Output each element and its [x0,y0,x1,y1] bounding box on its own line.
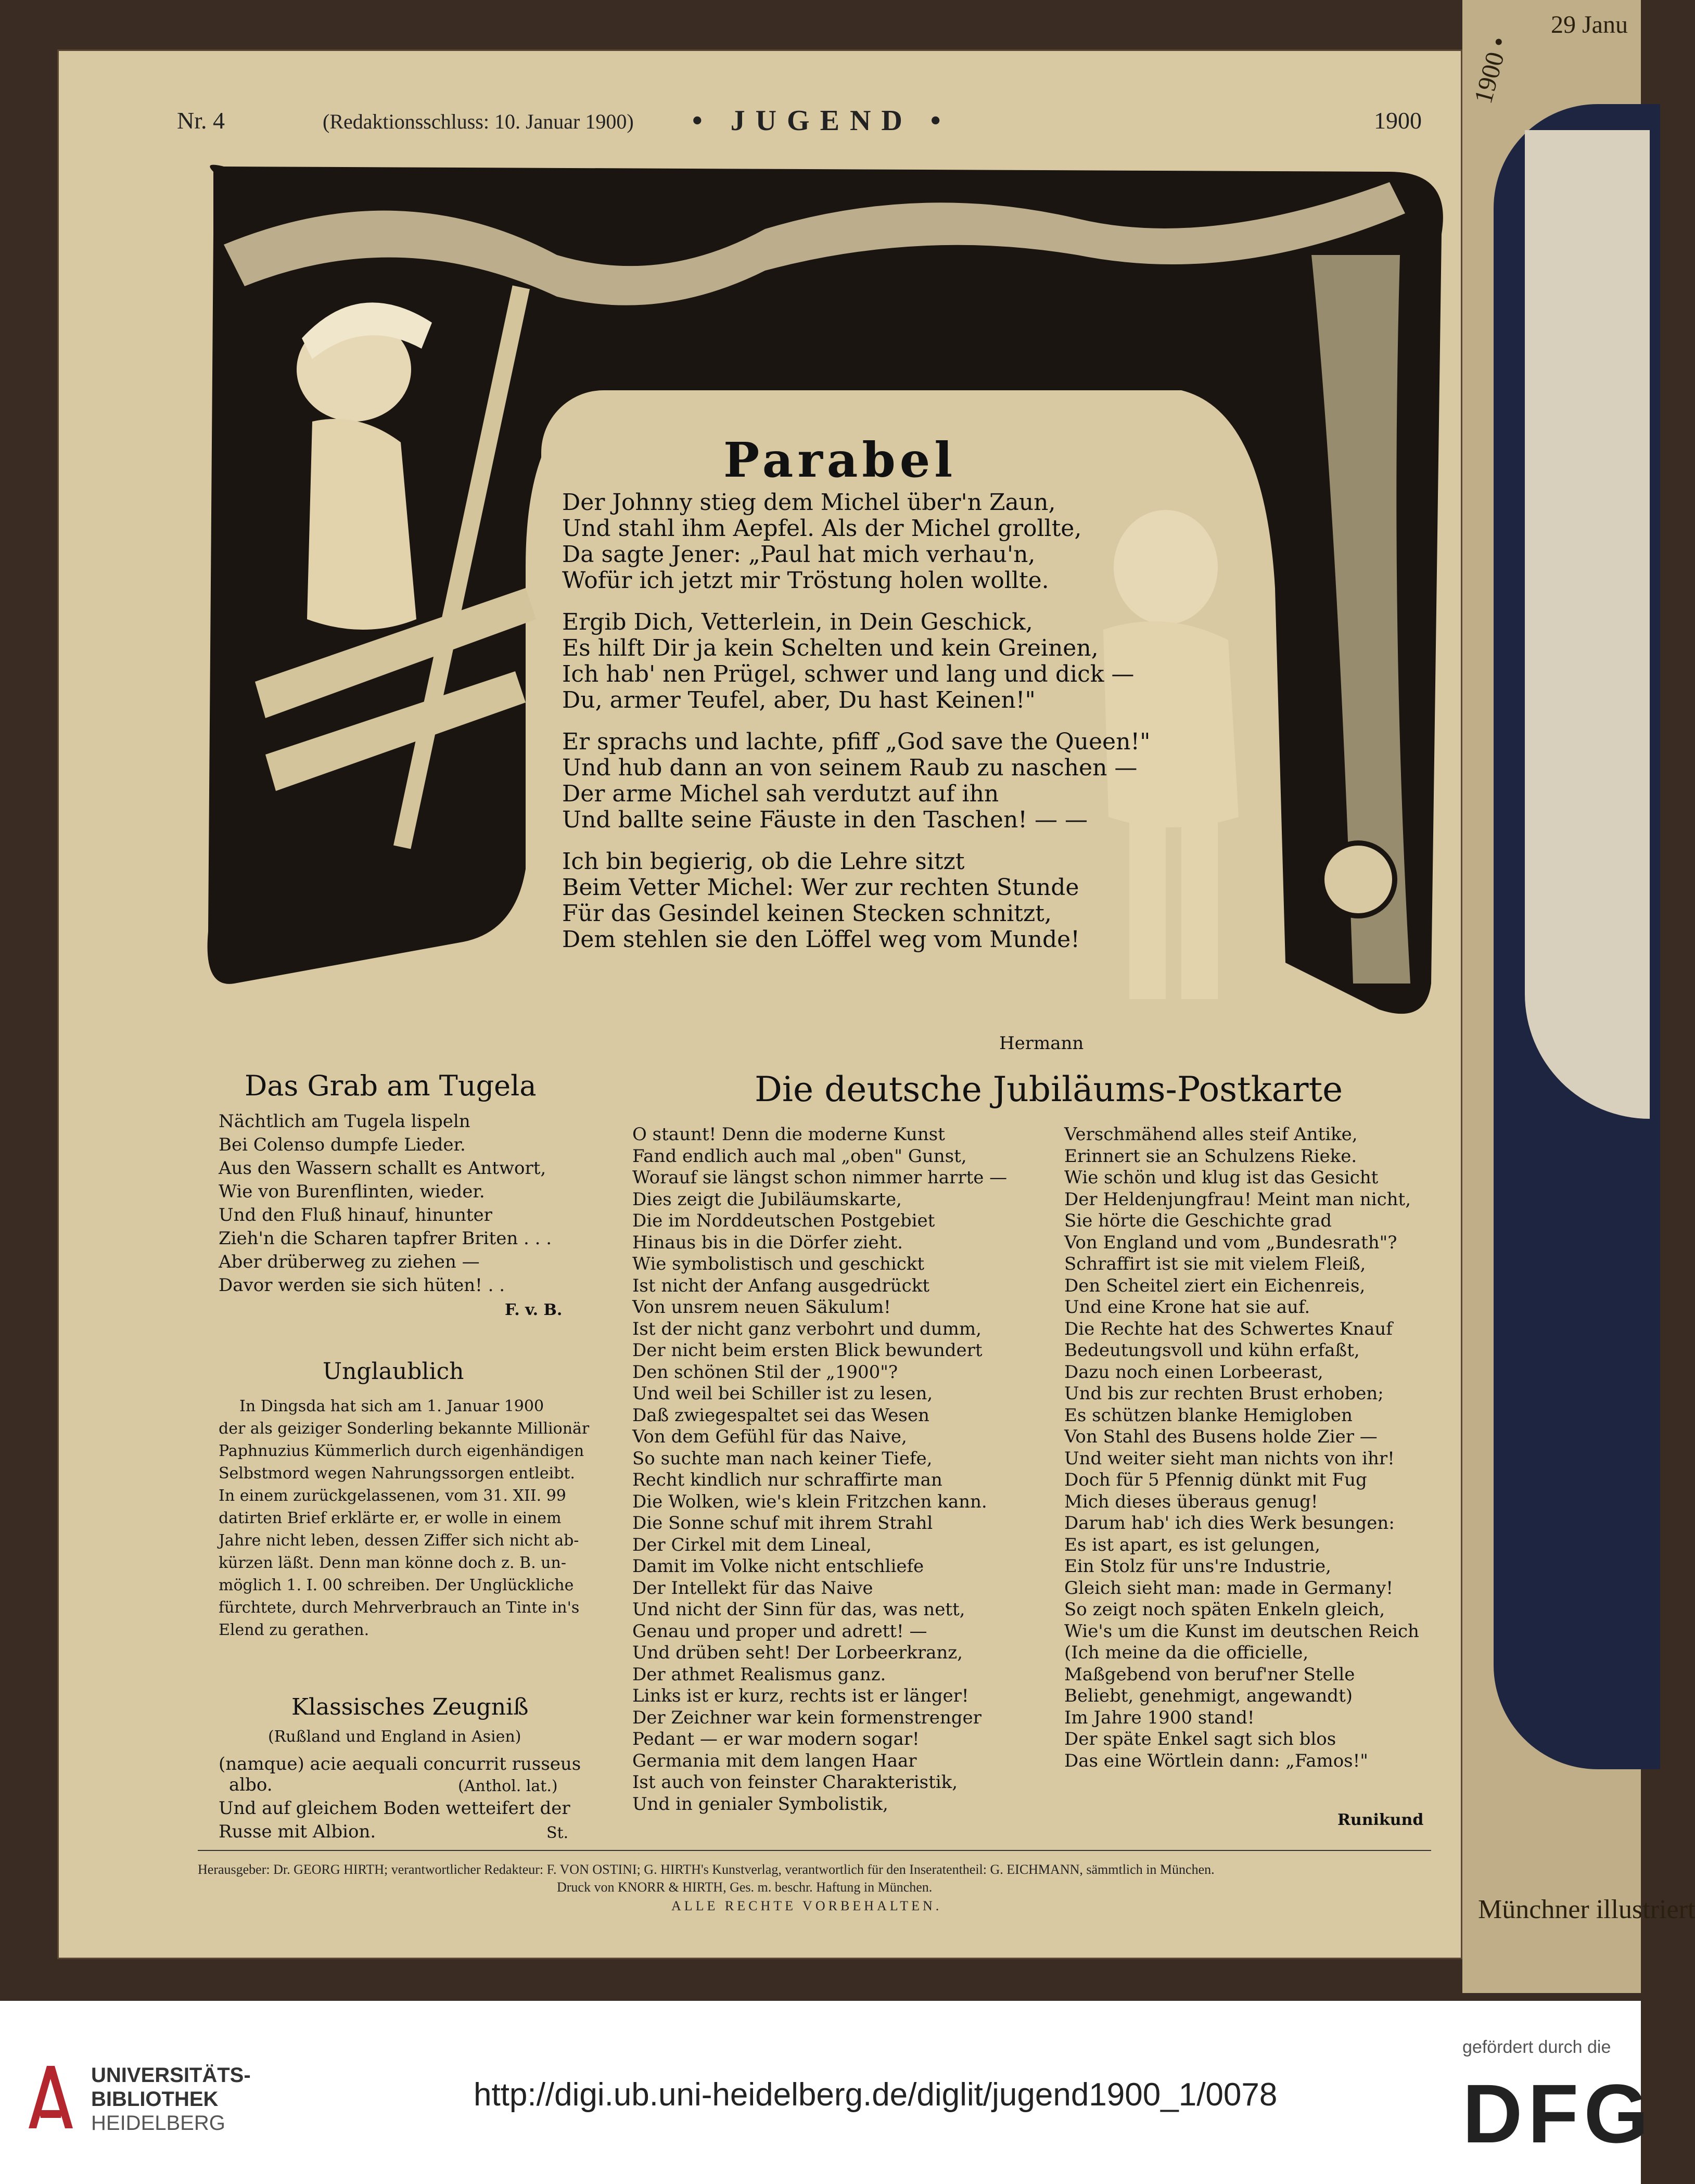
poem-line: Ich hab' nen Prügel, schwer und lang und dick — [562,661,1135,687]
postkarte-line: O staunt! Denn die moderne Kunst [632,1124,945,1145]
poem-line: Dem stehlen sie den Löffel weg vom Munde! [562,926,1080,953]
poem-line: Ich bin begierig, ob die Lehre sitzt [562,848,965,875]
postkarte-line: Maßgebend von beruf'ner Stelle [1064,1664,1355,1685]
unglaublich-title: Unglaublich [323,1358,464,1385]
postkarte-line: Dies zeigt die Jubiläumskarte, [632,1189,902,1210]
grab-line: Bei Colenso dumpfe Lieder. [219,1134,466,1155]
poem-line: Und hub dann an von seinem Raub zu naschen — [562,755,1138,781]
postkarte-line: Ein Stolz für uns're Industrie, [1064,1556,1331,1577]
zeugniss-subtitle: (Rußland und England in Asien) [268,1728,521,1746]
postkarte-line: Gleich sieht man: made in Germany! [1064,1577,1393,1599]
grab-line: Aber drüberweg zu ziehen — [219,1251,480,1272]
postkarte-line: Und drüben seht! Der Lorbeerkranz, [632,1642,963,1663]
poem-line: Beim Vetter Michel: Wer zur rechten Stunde [562,874,1079,901]
poem-line: Der Johnny stieg dem Michel über'n Zaun, [562,489,1056,516]
postkarte-line: Wie symbolistisch und geschickt [632,1254,925,1274]
imprint-line: Herausgeber: Dr. GEORG HIRTH; verantwortlicher Redakteur: F. VON OSTINI; G. HIRTH's Kunstverlag, verantwortlich für den Inseratentheil: G. EICHMANN, sämmtlich in München. [198,1862,1215,1877]
adjacent-page-caption: Münchner illustriert [1478,1895,1695,1924]
university-library-logo-icon [23,2061,81,2134]
zeugniss-line: Und auf gleichem Boden wetteifert der [219,1798,570,1819]
adjacent-page-date: 29 Janu [1551,11,1628,39]
adjacent-page-figure [1525,130,1650,1119]
unglaublich-line: Jahre nicht leben, dessen Ziffer sich nicht ab- [219,1531,579,1550]
postkarte-line: Sie hörte die Geschichte grad [1064,1210,1332,1231]
postkarte-line: Von Stahl des Busens holde Zier — [1064,1426,1378,1447]
postkarte-line: Verschmähend alles steif Antike, [1064,1124,1358,1145]
adjacent-page-year: 1900 • [1468,33,1514,107]
postkarte-line: Mich dieses überaus genug! [1064,1491,1318,1512]
postkarte-line: Beliebt, genehmigt, angewandt) [1064,1685,1353,1706]
postkarte-line: Damit im Volke nicht entschliefe [632,1556,924,1577]
zeugniss-signature: St. [546,1824,569,1842]
zeugniss-line: (namque) acie aequali concurrit russeus [219,1754,581,1774]
dfg-logo: DFG [1462,2067,1654,2160]
magazine-title: • JUGEND • [692,105,951,137]
postkarte-title: Die deutsche Jubiläums-Postkarte [755,1069,1343,1109]
postkarte-line: Die Wolken, wie's klein Fritzchen kann. [632,1491,987,1512]
postkarte-line: Im Jahre 1900 stand! [1064,1707,1255,1728]
unglaublich-line: Elend zu gerathen. [219,1621,369,1639]
zeugniss-line: Russe mit Albion. [219,1821,376,1842]
postkarte-line: Germania mit dem langen Haar [632,1750,917,1771]
grab-line: Wie von Burenflinten, wieder. [219,1181,485,1202]
postkarte-line: Doch für 5 Pfennig dünkt mit Fug [1064,1470,1367,1490]
grab-line: Davor werden sie sich hüten! . . [219,1275,505,1296]
postkarte-line: Dazu noch einen Lorbeerast, [1064,1361,1323,1383]
poem-title: Parabel [723,432,957,488]
postkarte-line: Es schützen blanke Hemigloben [1064,1404,1353,1426]
poem-author: Hermann [999,1033,1084,1054]
unglaublich-line: In Dingsda hat sich am 1. Januar 1900 [239,1397,544,1415]
unglaublich-line: fürchtete, durch Mehrverbrauch an Tinte in's [219,1599,580,1617]
unglaublich-line: datirten Brief erklärte er, er wolle in einem [219,1509,562,1527]
zeugniss-source: (Anthol. lat.) [458,1777,558,1795]
university-library-name [91,2063,251,2135]
postkarte-line: Worauf sie längst schon nimmer harrte — [632,1167,1008,1188]
postkarte-line: Darum hab' ich dies Werk besungen: [1064,1513,1395,1534]
grab-line: Und den Fluß hinauf, hinunter [219,1205,492,1225]
postkarte-line: Der nicht beim ersten Blick bewundert [632,1340,983,1361]
poem-line: Da sagte Jener: „Paul hat mich verhau'n, [562,541,1036,568]
postkarte-line: Schraffirt ist sie mit vielem Fleiß, [1064,1254,1366,1274]
postkarte-line: Die Sonne schuf mit ihrem Strahl [632,1513,933,1534]
postkarte-line: Bedeutungsvoll und kühn erfaßt, [1064,1340,1360,1361]
unglaublich-line: kürzen läßt. Denn man könne doch z. B. un- [219,1554,566,1572]
poem-line: Wofür ich jetzt mir Tröstung holen wollte. [562,567,1049,594]
postkarte-line: Fand endlich auch mal „oben" Gunst, [632,1145,967,1167]
postkarte-line: Die Rechte hat des Schwertes Knauf [1064,1318,1393,1339]
postkarte-line: Der Intellekt für das Naive [632,1577,873,1599]
issue-number: Nr. 4 [177,107,225,134]
postkarte-line: Und nicht der Sinn für das, was nett, [632,1599,965,1620]
zeugniss-title: Klassisches Zeugniß [291,1694,529,1720]
permalink-url[interactable]: http://digi.ub.uni-heidelberg.de/diglit/jugend1900_1/0078 [474,2077,1278,2113]
grab-line: Aus den Wassern schallt es Antwort, [219,1158,546,1179]
postkarte-line: Den schönen Stil der „1900"? [632,1361,898,1383]
poem-line: Du, armer Teufel, aber, Du hast Keinen!" [562,687,1036,713]
editorial-deadline: (Redaktionsschluss: 10. Januar 1900) [323,110,634,133]
poem-line: Für das Gesindel keinen Stecken schnitzt, [562,900,1052,927]
poem-line: Ergib Dich, Vetterlein, in Dein Geschick, [562,609,1033,635]
poem-line: Es hilft Dir ja kein Schelten und kein Greinen, [562,635,1099,661]
unglaublich-line: In einem zurückgelassenen, vom 31. XII. 99 [219,1487,566,1505]
unglaublich-line: möglich 1. I. 00 schreiben. Der Unglückliche [219,1576,574,1594]
unglaublich-line: der als geiziger Sonderling bekannte Millionär [219,1420,590,1438]
rights-notice: ALLE RECHTE VORBEHALTEN. [671,1898,942,1913]
postkarte-line: Recht kindlich nur schraffirte man [632,1470,942,1490]
postkarte-line: Der Heldenjungfrau! Meint man nicht, [1064,1189,1411,1210]
postkarte-line: Der athmet Realismus ganz. [632,1664,886,1685]
zeugniss-line: albo. [229,1774,273,1795]
postkarte-line: Der Zeichner war kein formenstrenger [632,1707,982,1728]
unglaublich-line: Paphnuzius Kümmerlich durch eigenhändigen [219,1442,584,1460]
postkarte-signature: Runikund [1337,1811,1424,1829]
postkarte-line: Genau und proper und adrett! — [632,1620,927,1642]
postkarte-line: Und eine Krone hat sie auf. [1064,1297,1310,1318]
postkarte-line: Die im Norddeutschen Postgebiet [632,1210,935,1231]
postkarte-line: Daß zwiegespaltet sei das Wesen [632,1404,929,1426]
grab-line: Nächtlich am Tugela lispeln [219,1111,470,1132]
grab-line: Zieh'n die Scharen tapfrer Briten . . . [219,1228,552,1249]
poem-line: Er sprachs und lachte, pfiff „God save the Queen!" [562,729,1151,755]
postkarte-line: So suchte man nach keiner Tiefe, [632,1448,933,1469]
postkarte-line: Wie's um die Kunst im deutschen Reich [1064,1620,1419,1642]
postkarte-line: Das eine Wörtlein dann: „Famos!" [1064,1750,1368,1771]
poem-line: Und stahl ihm Aepfel. Als der Michel grollte, [562,515,1082,542]
unglaublich-line: Selbstmord wegen Nahrungssorgen entleibt. [219,1464,575,1483]
postkarte-line: Ist nicht der Anfang ausgedrückt [632,1275,929,1296]
postkarte-line: Und weiter sieht man nichts von ihr! [1064,1448,1395,1469]
postkarte-line: Und bis zur rechten Brust erhoben; [1064,1383,1384,1404]
postkarte-line: Hinaus bis in die Dörfer zieht. [632,1232,903,1253]
grab-title: Das Grab am Tugela [245,1069,537,1102]
postkarte-line: Der späte Enkel sagt sich blos [1064,1729,1336,1749]
postkarte-line: Und weil bei Schiller ist zu lesen, [632,1383,933,1404]
ub-line: UNIVERSITÄTS- [91,2064,251,2087]
issue-year: 1900 [1374,107,1422,134]
postkarte-line: Von dem Gefühl für das Naive, [632,1426,907,1447]
postkarte-line: Den Scheitel ziert ein Eichenreis, [1064,1275,1366,1296]
imprint-line: Druck von KNORR & HIRTH, Ges. m. beschr. Haftung in München. [557,1880,933,1895]
postkarte-line: Links ist er kurz, rechts ist er länger! [632,1685,969,1706]
postkarte-line: Von England und vom „Bundesrath"? [1064,1232,1397,1253]
postkarte-line: (Ich meine da die officielle, [1064,1642,1309,1663]
postkarte-line: So zeigt noch späten Enkeln gleich, [1064,1599,1385,1620]
funding-label: gefördert durch die [1462,2037,1611,2057]
poem-line: Der arme Michel sah verdutzt auf ihn [562,781,999,807]
postkarte-line: Von unsrem neuen Säkulum! [632,1297,891,1318]
postkarte-line: Ist auch von feinster Charakteristik, [632,1772,958,1793]
footer-divider [198,1850,1431,1851]
postkarte-line: Wie schön und klug ist das Gesicht [1064,1167,1379,1188]
ub-line: HEIDELBERG [91,2112,225,2135]
postkarte-line: Und in genialer Symbolistik, [632,1793,888,1815]
postkarte-line: Es ist apart, es ist gelungen, [1064,1534,1321,1555]
poem-line: Und ballte seine Fäuste in den Taschen! — — [562,807,1088,833]
postkarte-line: Pedant — er war modern sogar! [632,1729,920,1749]
postkarte-line: Erinnert sie an Schulzens Rieke. [1064,1145,1357,1167]
ub-line: BIBLIOTHEK [91,2088,219,2111]
postkarte-line: Ist der nicht ganz verbohrt und dumm, [632,1318,982,1339]
monogram-emblem [1322,843,1395,916]
adjacent-page-strip [1462,0,1695,1993]
postkarte-line: Der Cirkel mit dem Lineal, [632,1534,872,1555]
grab-signature: F. v. B. [505,1301,563,1319]
